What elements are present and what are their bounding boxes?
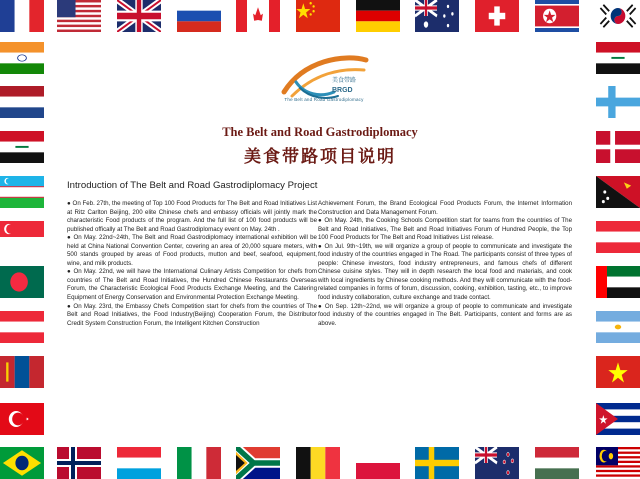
- paragraph: ● On Feb. 27th, the meeting of Top 100 Food Products for The Belt and Road Initiatives List at Ritz Carlton Beijing, 200 elite Chinese chefs and embassy officials will jointly mark the characteristic Food products of the program. And the full list of 100 food products will be published offically at The Belt and Road Gastrodiplomacy event on May. 24th .: [67, 200, 317, 233]
- flag-belgium: [296, 447, 340, 479]
- paragraph: ● On Sep. 12th~22nd, we will organize a group of people to communicate and investigate food industry of the countries engaged in The Belt. Participants, content and forms are as above.: [318, 302, 572, 327]
- flag-iraq: [596, 42, 640, 74]
- flag-south-korea: [596, 0, 640, 32]
- flag-uzbekistan: [0, 176, 44, 208]
- logo-caption: The Belt and Road Gastrodiplomacy: [284, 97, 364, 102]
- flag-north-korea: [535, 0, 579, 32]
- flag-argentina: [596, 311, 640, 343]
- flag-brazil: [0, 447, 44, 479]
- flag-south-africa: [236, 447, 280, 479]
- flag-china: [296, 0, 340, 32]
- paragraph: ● On May. 22nd, we will have the International Culinary Artists Competition for chefs from countries of The Belt and Road Initiatives, the Hundred Chinese Restaurants Overseas Forum, the Characteristic Ecological Food Products Exchange Meeting, and the Catering Equipment of Energy Conservation and Environmental Protection Exchange Meeting.: [67, 268, 317, 302]
- flag-finland: [596, 86, 640, 118]
- left-column: [67, 200, 317, 328]
- flag-bangladesh: [0, 266, 44, 298]
- flag-switzerland: [475, 0, 519, 32]
- flag-mongolia: [0, 356, 44, 388]
- flag-austria: [596, 221, 640, 253]
- project-poster: [56, 42, 584, 437]
- flag-papua-new-guinea: [596, 176, 640, 208]
- flag-germany: [356, 0, 400, 32]
- flag-turkey: [0, 403, 44, 435]
- right-column: [318, 200, 572, 328]
- title-english: The Belt and Road Gastrodiplomacy: [222, 125, 418, 139]
- flag-cuba: [596, 403, 640, 435]
- flag-united-kingdom: [117, 0, 161, 32]
- paragraph: ● On Jul. 9th~19th, we will organize a group of people to communicate and investigate the food industry of the countries engaged in The Road. The participants consist of three types of people: Chinese investors, food industry entrepreneurs, and famous chefs of different Chinese cuisine styles. They will in depth research the local food and materials, and cook with local ingredients by Chinese cooking methods. And they will communicate with the food-related companies in forms of forum, discussion, cooking, exhibition, tasting, etc., to improve food industry collaboration, culture exchange and trade contact.: [318, 242, 572, 302]
- flag-netherlands: [0, 86, 44, 118]
- flag-norway: [57, 447, 101, 479]
- flag-singapore: [0, 221, 44, 253]
- flag-austria: [0, 311, 44, 343]
- flag-australia: [415, 0, 459, 32]
- flag-denmark: [596, 131, 640, 163]
- flag-united-arab-emirates: [596, 266, 640, 298]
- flag-vietnam: [596, 356, 640, 388]
- flag-sweden: [415, 447, 459, 479]
- flag-russia: [177, 0, 221, 32]
- title-chinese: 美食带路项目说明: [244, 147, 396, 167]
- flag-france: [0, 0, 44, 32]
- flag-hungary: [535, 447, 579, 479]
- logo-abbr-text: BRGD: [332, 87, 353, 94]
- flag-italy: [177, 447, 221, 479]
- gastrodiplomacy-logo: [274, 48, 374, 104]
- paragraph: ● On May. 24th, the Cooking Schools Competition start for teams from the countries of The Belt and Road Initiatives, The Belt and Road Initiatives Forum of Hundred People, the Top 100 Food Products for The Belt and Road Initiatives List release.: [318, 217, 572, 242]
- flag-usa: [57, 0, 101, 32]
- logo-cn-text: 美食带路: [332, 77, 357, 84]
- flag-iraq: [0, 131, 44, 163]
- paragraph-continued: Achievement Forum, the Brand Ecological Food Products Forum, the Internet Information Construction and Data Management Forum.: [318, 200, 572, 216]
- flag-canada: [236, 0, 280, 32]
- flag-malaysia: [596, 447, 640, 479]
- paragraph: ● On May. 22nd~24th, The Belt and Road Gastrodiplomacy international exhibition will be held at China National Convention Center, covering an area of 20,000 square meters, with 500 stands grouped by areas of Food products, mutton and beef, seafood, equipment, wine, and milk products.: [67, 234, 317, 267]
- flag-india: [0, 42, 44, 74]
- paragraph: ● On May. 23rd, the Embassy Chefs Competition start for chefs from the countries of The Belt and Road Initiatives, the Food Industry(Beijing) Cooperation Forum, the Distributor Credit System Construction Forum, the Intelligent Kitchen Construction: [67, 302, 317, 327]
- flag-poland: [356, 447, 400, 479]
- intro-heading: Introduction of The Belt and Road Gastrodiplomacy Project: [67, 180, 318, 191]
- flag-new-zealand: [475, 447, 519, 479]
- flag-luxembourg: [117, 447, 161, 479]
